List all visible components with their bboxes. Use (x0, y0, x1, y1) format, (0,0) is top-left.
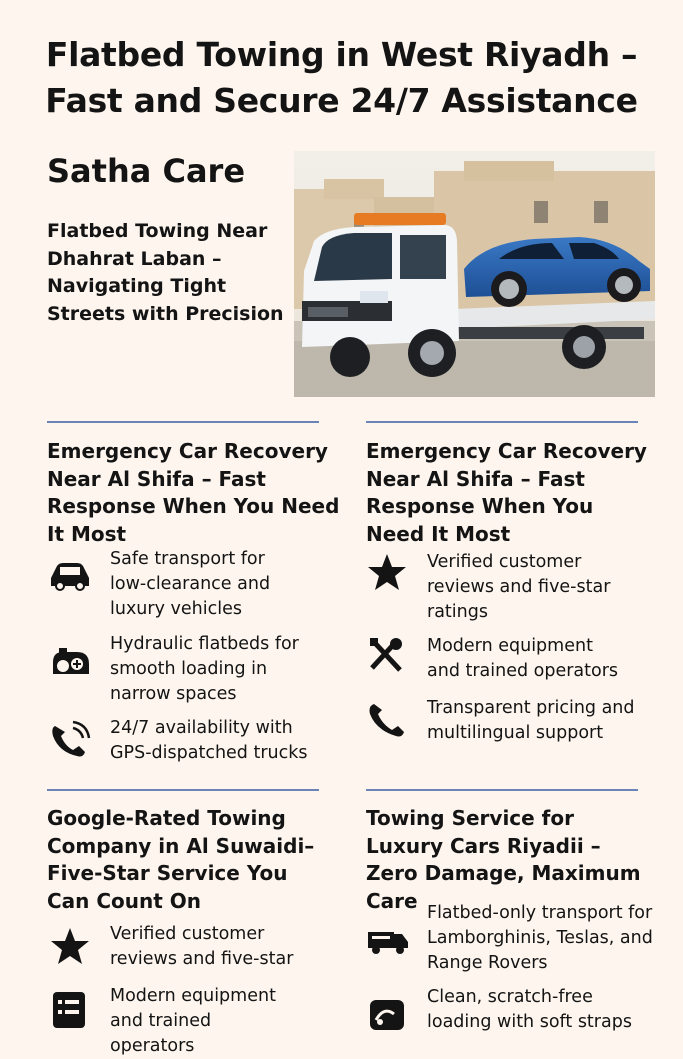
feature-text: 24/7 availability with GPS-dispatched trucks (110, 718, 308, 763)
section-divider (366, 421, 638, 423)
section-divider (366, 789, 638, 791)
brand-name: Satha Care (47, 152, 246, 190)
section-divider (47, 421, 319, 423)
feature-text: Clean, scratch-free loading with soft straps (427, 987, 632, 1032)
feature-text: Modern equipment and trained operators (427, 636, 619, 681)
feature-text: Flatbed-only transport for Lamborghinis, Teslas, and Range Rovers (427, 903, 653, 973)
page-title (0, 32, 683, 124)
feature-text: Verified customer reviews and five-star (110, 924, 294, 969)
star-icon (47, 926, 93, 966)
section-heading: Emergency Car Recovery Near Al Shifa – Fast Response When You Need It Most (47, 439, 340, 546)
intro-text: Flatbed Towing Near Dhahrat Laban – Navigating Tight Streets with Precision (47, 220, 284, 325)
tools-icon (364, 636, 410, 676)
star-icon (364, 552, 410, 592)
feature-text: Transparent pricing and multilingual support (427, 698, 635, 743)
section-divider (47, 789, 319, 791)
section-heading: Emergency Car Recovery Near Al Shifa – Fast Response When You Need It Most (366, 439, 647, 546)
feature-text: Safe transport for low-clearance and luxury vehicles (110, 549, 271, 619)
feature-text: Verified customer reviews and five-star ratings (427, 552, 611, 622)
phone-icon (47, 720, 93, 760)
tow-truck-photo (294, 151, 655, 397)
car-icon (47, 554, 93, 594)
title-line-1: Flatbed Towing in West Riyadh – (45, 35, 638, 74)
title-line-2: Fast and Secure 24/7 Assistance (45, 81, 638, 120)
section-heading: Towing Service for Luxury Cars Riyadii – Zero Damage, Maximum Care (366, 806, 641, 913)
tow-truck-icon (364, 920, 410, 960)
medical-car-icon (47, 642, 93, 682)
phone-icon (364, 700, 410, 740)
section-heading: Google-Rated Towing Company in Al Suwaidi– Five-Star Service You Can Count On (47, 806, 315, 913)
checklist-icon (47, 990, 93, 1030)
feature-text: Modern equipment and trained operators (110, 986, 276, 1056)
feature-text: Hydraulic flatbeds for smooth loading in narrow spaces (110, 634, 299, 704)
strap-icon (364, 994, 410, 1034)
